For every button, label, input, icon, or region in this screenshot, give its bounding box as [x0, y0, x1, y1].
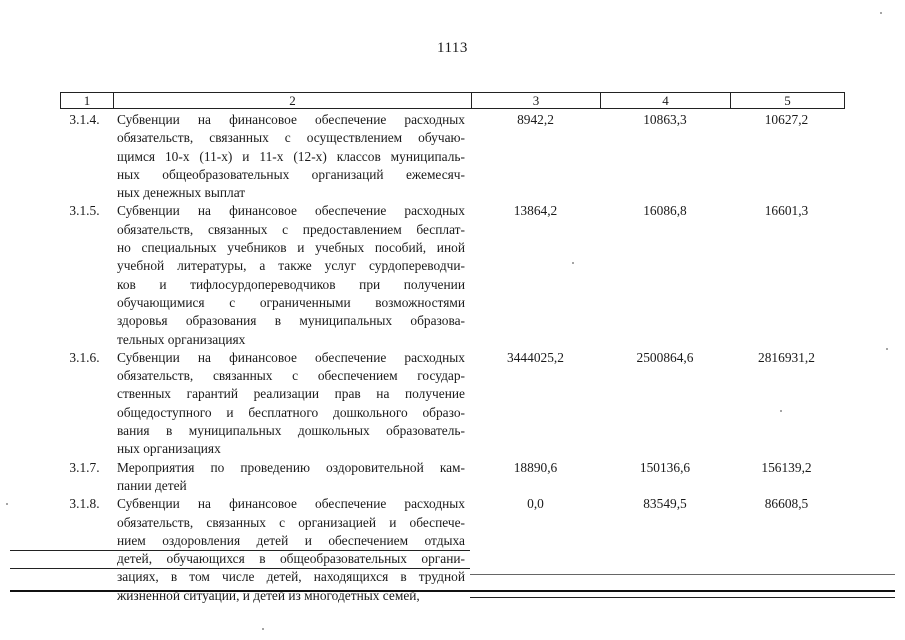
description-line: пании детей [117, 477, 187, 493]
description-line: обязательств, связанных с обеспечением государ- [117, 368, 465, 384]
column-header-4: 4 [601, 93, 731, 108]
description-line: обучающимися с ограниченными возможностями [117, 294, 465, 310]
description-line: ков и тифлосурдопереводчиков при получении [117, 276, 465, 292]
value-column-3: 8942,2 [517, 112, 554, 127]
scan-line [10, 590, 895, 592]
row-description [113, 202, 471, 348]
scan-speck [572, 262, 574, 264]
description-line: тельных организациях [117, 331, 246, 347]
column-header-2: 2 [114, 93, 472, 108]
description-line: но специальных учебников и учебных пособий, иной [117, 240, 465, 256]
description-line: общедоступного и бесплатного дошкольного образо- [117, 404, 465, 420]
value-column-3: 13864,2 [513, 203, 558, 219]
value-column-4: 2500864,6 [636, 349, 694, 365]
row-number: 3.1.5. [69, 203, 100, 219]
scan-line [470, 574, 895, 575]
value-column-3: 18890,6 [513, 459, 558, 475]
value-column-3: 0,0 [527, 496, 544, 512]
value-column-5: 2816931,2 [758, 349, 815, 365]
row-description [113, 349, 471, 459]
row-description [113, 459, 471, 496]
description-line: детей, обучающихся в общеобразовательных органи- [117, 551, 465, 567]
scan-line [10, 550, 470, 551]
column-header-5: 5 [784, 93, 791, 108]
description-line: Субвенции на финансовое обеспечение расходных [117, 349, 465, 365]
scan-line [10, 568, 470, 569]
row-number: 3.1.4. [69, 112, 100, 127]
description-line: вания в муниципальных дошкольных образователь- [117, 423, 465, 439]
scan-speck [880, 12, 882, 14]
table-row [60, 202, 845, 348]
description-line: обязательств, связанных с осуществлением обучаю- [117, 130, 465, 146]
value-column-5: 156139,2 [761, 459, 812, 475]
description-line: обязательств, связанных с организацией и обеспече- [117, 514, 465, 530]
description-line: Субвенции на финансовое обеспечение расходных [117, 203, 465, 219]
description-line: Субвенции на финансовое обеспечение расходных [117, 496, 465, 512]
table-row [60, 111, 845, 202]
row-number: 3.1.6. [69, 349, 100, 365]
description-line: ных организациях [117, 441, 221, 457]
value-column-4: 150136,6 [639, 459, 691, 475]
table-row [60, 459, 845, 496]
table-header [60, 92, 845, 109]
row-description [113, 111, 471, 202]
description-line: ственных гарантий реализации прав на получение [117, 386, 465, 402]
page-number: 1113 [437, 40, 468, 56]
column-header-3: 3 [472, 93, 601, 108]
description-line: обязательств, связанных с предоставлением бесплат- [117, 221, 465, 237]
value-column-5: 10627,2 [764, 112, 809, 127]
table-body [60, 111, 845, 605]
value-column-4: 10863,3 [643, 112, 687, 127]
row-number: 3.1.8. [69, 496, 100, 512]
description-line: зациях, в том числе детей, находящихся в трудной [117, 569, 465, 585]
description-line: щимся 10-х (11-х) и 11-х (12-х) классов муниципаль- [117, 148, 465, 164]
description-line: здоровья образования в муниципальных образова- [117, 313, 465, 329]
value-column-4: 83549,5 [643, 496, 687, 512]
scan-speck [6, 503, 8, 505]
description-line: учебной литературы, а также услуг сурдопереводчи- [117, 258, 465, 274]
value-column-5: 86608,5 [764, 496, 809, 512]
description-line: нием оздоровления детей и обеспечением отдыха [117, 532, 465, 548]
value-column-3: 3444025,2 [507, 349, 564, 365]
description-line: ных общеобразовательных организаций ежемесяч- [117, 166, 465, 182]
description-line: жизненной ситуации, и детей из многодетных семей, [117, 587, 420, 603]
scan-speck [262, 628, 264, 630]
scan-speck [886, 348, 888, 350]
row-number: 3.1.7. [69, 459, 100, 475]
scan-speck [780, 410, 782, 412]
table-row [60, 349, 845, 459]
scan-line [470, 597, 895, 598]
description-line: ных денежных выплат [117, 185, 246, 201]
description-line: Субвенции на финансовое обеспечение расходных [117, 112, 465, 127]
description-line: Мероприятия по проведению оздоровительной кам- [117, 459, 465, 475]
column-header-1: 1 [61, 93, 114, 108]
value-column-5: 16601,3 [764, 203, 809, 219]
value-column-4: 16086,8 [643, 203, 687, 219]
